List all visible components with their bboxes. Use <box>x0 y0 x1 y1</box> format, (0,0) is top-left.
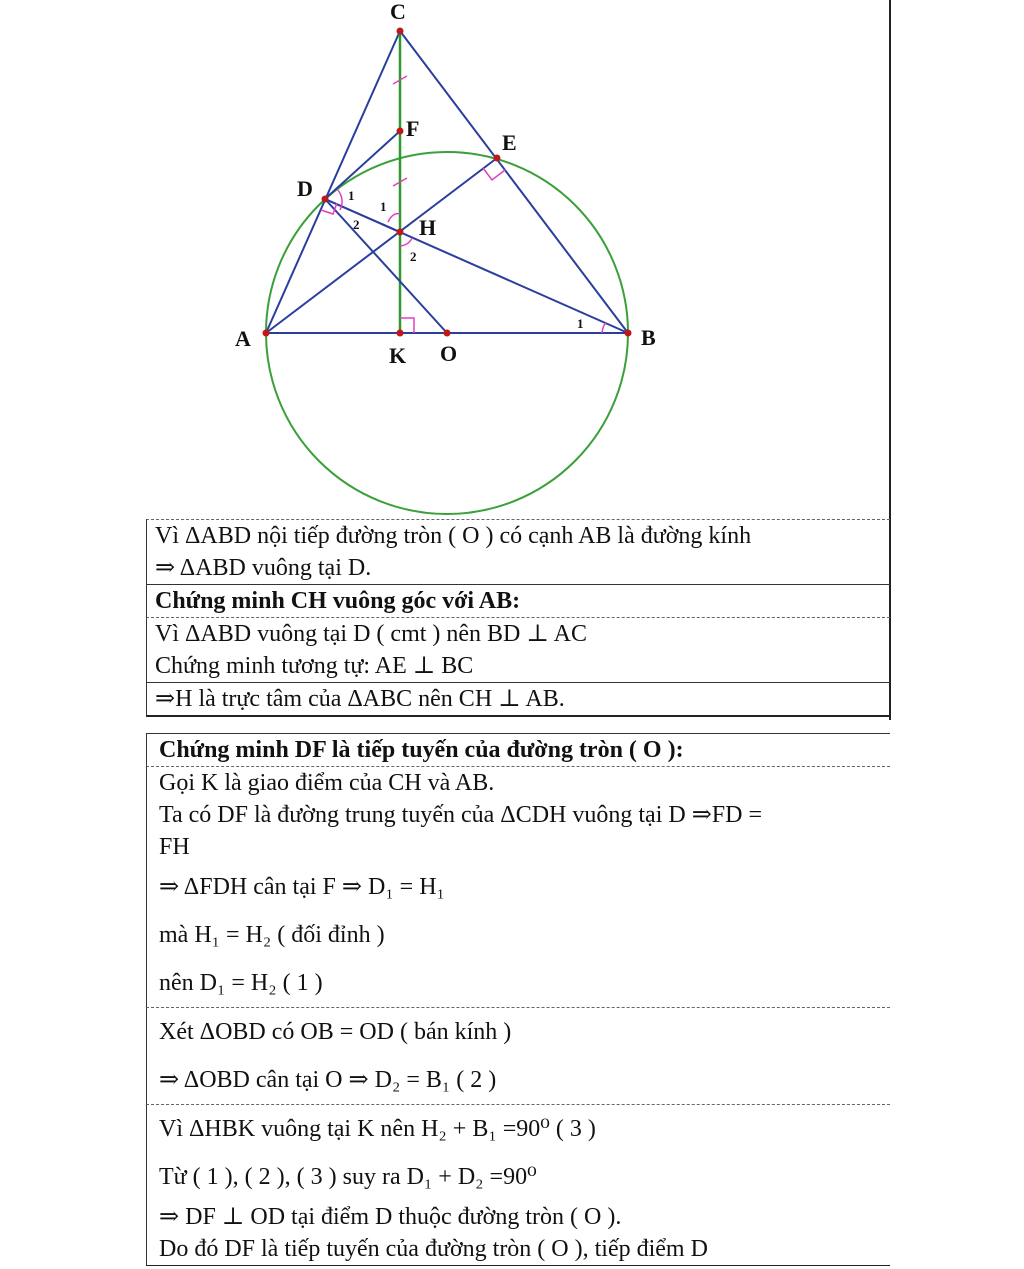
text-line: Chứng minh tương tự: AE ⊥ BC <box>155 653 474 679</box>
row-conclusion <box>146 1104 890 1265</box>
label-k: K <box>389 343 407 368</box>
right-angle-e <box>483 168 505 180</box>
text-line: Từ ( 1 ), ( 2 ), ( 3 ) suy ra D₁ + D₂ =90⁰ <box>159 1164 537 1190</box>
text-line: Gọi K là giao điểm của CH và AB. <box>159 770 495 796</box>
text-line: ⇒ ΔFDH cân tại F ⇒ D₁ = H₁ <box>159 874 445 900</box>
text-line: Vì ΔABD vuông tại D ( cmt ) nên BD ⊥ AC <box>155 621 587 647</box>
angle-arc-d <box>338 190 342 210</box>
section-heading: Chứng minh CH vuông góc với AB: <box>155 588 521 614</box>
geometry-figure <box>0 0 1024 520</box>
label-a: A <box>235 326 251 351</box>
text-line: Xét ΔOBD có OB = OD ( bán kính ) <box>159 1019 512 1045</box>
point-e <box>494 155 501 162</box>
section-2-bottom <box>146 1265 890 1266</box>
text-line: ⇒ ΔABD vuông tại D. <box>155 555 372 581</box>
row-fdh <box>146 766 890 1007</box>
section-heading: Chứng minh DF là tiếp tuyến của đường tròn ( O ): <box>159 737 684 763</box>
angle-num-d1: 1 <box>348 188 355 203</box>
angle-num-b1: 1 <box>577 316 584 331</box>
label-o: O <box>440 341 458 366</box>
point-o <box>444 330 451 337</box>
point-h <box>397 229 404 236</box>
point-d <box>322 196 329 203</box>
text-line: ⇒ DF ⊥ OD tại điểm D thuộc đường tròn ( O ). <box>159 1204 622 1230</box>
text-line: mà H₁ = H₂ ( đối đỉnh ) <box>159 922 385 948</box>
row-abd-right <box>146 519 890 584</box>
text-line: Ta có DF là đường trung tuyến của ΔCDH vuông tại D ⇒FD = <box>159 802 763 828</box>
segment-ac <box>266 31 400 333</box>
text-line: Vì ΔABD nội tiếp đường tròn ( O ) có cạnh AB là đường kính <box>155 523 752 549</box>
proof-section-1 <box>146 519 890 717</box>
point-b <box>625 330 632 337</box>
proof-section-2 <box>146 733 890 1266</box>
label-b: B <box>641 325 656 350</box>
angle-num-d2: 2 <box>353 217 360 232</box>
angle-arc-h1 <box>388 214 400 222</box>
angle-arc-b <box>602 323 606 333</box>
angle-arc-h2 <box>400 238 412 246</box>
point-c <box>397 28 404 35</box>
section-1-bottom <box>146 715 890 717</box>
segment-df <box>325 131 400 199</box>
row-obd <box>146 1007 890 1104</box>
row-perpendicular <box>146 617 890 682</box>
label-c: C <box>390 0 406 24</box>
label-d: D <box>297 176 313 201</box>
text-line: ⇒H là trực tâm của ΔABC nên CH ⊥ AB. <box>155 686 565 712</box>
text-line: Vì ΔHBK vuông tại K nên H₂ + B₁ =90⁰ ( 3 ) <box>159 1116 596 1142</box>
text-line: Do đó DF là tiếp tuyến của đường tròn ( O ), tiếp điểm D <box>159 1236 708 1262</box>
row-heading-df <box>146 733 890 766</box>
segment-bc <box>400 31 628 333</box>
row-orthocenter <box>146 682 890 715</box>
angle-num-h2: 2 <box>410 249 417 264</box>
text-line: FH <box>159 834 190 860</box>
label-h: H <box>419 215 437 240</box>
text-line: nên D₁ = H₂ ( 1 ) <box>159 970 323 996</box>
label-e: E <box>502 130 517 155</box>
angle-num-h1: 1 <box>380 199 387 214</box>
row-heading-ch <box>146 584 890 617</box>
point-k <box>397 330 404 337</box>
text-line: ⇒ ΔOBD cân tại O ⇒ D₂ = B₁ ( 2 ) <box>159 1067 497 1093</box>
point-f <box>397 128 404 135</box>
point-a <box>263 330 270 337</box>
label-f: F <box>406 116 420 141</box>
